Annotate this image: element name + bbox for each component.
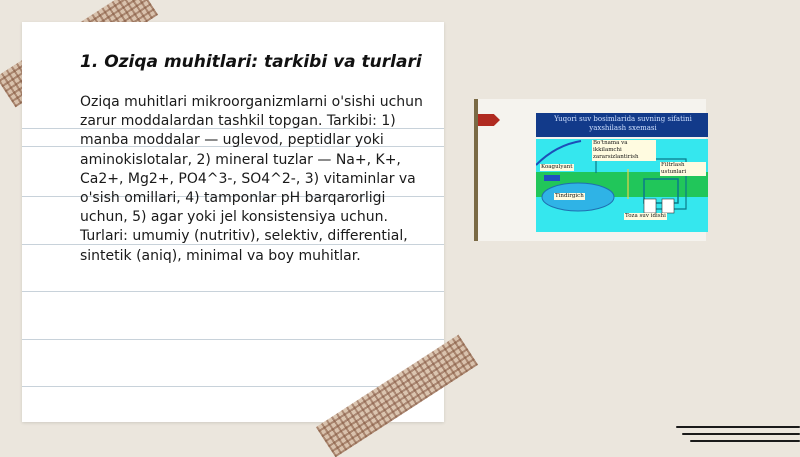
paper-rule-line (22, 291, 444, 292)
water-treatment-diagram-image (474, 99, 706, 241)
red-arrow-icon (478, 114, 500, 126)
diagram-label-left: Koagulyant (541, 164, 573, 170)
decorative-stroke (676, 426, 800, 428)
slide-title: 1. Oziqa muhitlari: tarkibi va turlari (80, 52, 422, 72)
diagram-label-bottom: Toza suv idishi (625, 213, 666, 219)
slide-body-text: Oziqa muhitlari mikroorganizmlarni o'sishi uchun zarur moddalardan tashkil topgan. Tarkibi: 1) manba moddalar — uglevod, peptidlar yoki aminokislotalar, 2) mineral tuzlar — Na+, K+, Ca2+, Mg2+, PO4^3-, SO4^2-, 3) vitaminlar va o'sish omillari, 4) tamponlar pH barqarorligi uchun, 5) agar yoki jel konsistensiya uchun. Turlari: umumiy (nutritiv), selektiv, differential, sintetik (aniq), minimal va boy muhitlar. (80, 94, 423, 264)
diagram-header-text: Yuqori suv bosimlarida suvning sifatini yaxshilash sxemasi (554, 115, 692, 132)
decorative-stroke (690, 440, 800, 442)
diagram-label-block1: Bo'tnama va ikkilamchi zararsizlantirish (592, 140, 656, 161)
paper-rule-line (22, 339, 444, 340)
image-left-bar (474, 99, 478, 241)
diagram-label-tank: Tindirgich (555, 193, 584, 199)
diagram-label-block2: Filtrlash ustunlari (660, 162, 706, 176)
decorative-stroke (682, 433, 800, 435)
